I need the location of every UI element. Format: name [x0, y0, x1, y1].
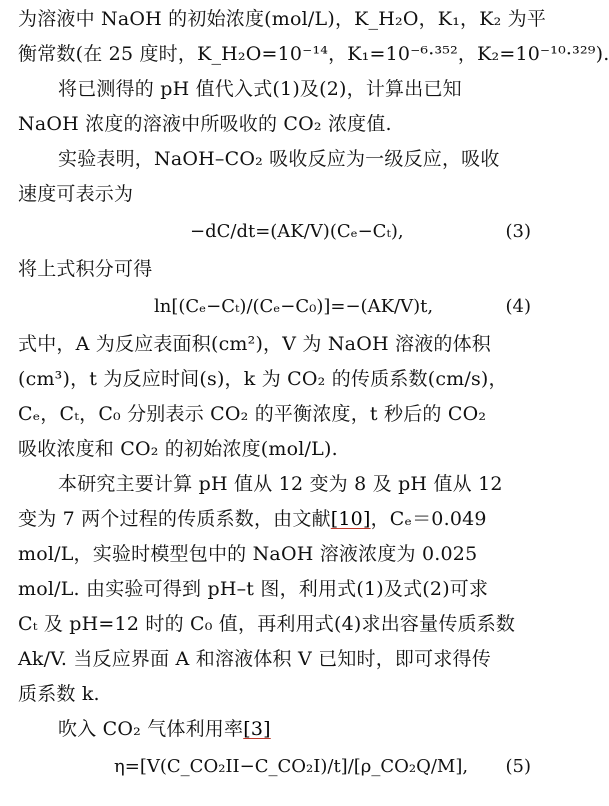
text-line: Cₑ，Cₜ，C₀ 分别表示 CO₂ 的平衡浓度，t 秒后的 CO₂: [18, 403, 487, 425]
text-line: 将上式积分可得: [18, 258, 153, 280]
equation-5-number: (5): [505, 756, 531, 777]
citation-link[interactable]: [10]: [330, 508, 371, 530]
paragraph-start: [18, 712, 543, 747]
text-line: 速度可表示为: [18, 183, 134, 205]
equation-5-expression: η=[V(C_CO₂II−C_CO₂I)/t]/[ρ_CO₂Q/M],: [114, 756, 469, 777]
text-line: 质系数 k.: [18, 683, 100, 705]
text-line: NaOH 浓度的溶液中所吸收的 CO₂ 浓度值.: [18, 113, 392, 135]
text-span: ，Cₑ＝0.049: [370, 508, 487, 530]
text-line: 为溶液中 NaOH 的初始浓度(mol/L)，K_H₂O，K₁，K₂ 为平: [18, 8, 547, 30]
text-line: [18, 502, 543, 537]
text-line: mol/L. 由实验可得到 pH–t 图，利用式(1)及式(2)可求: [18, 578, 489, 600]
equation-4-expression: ln[(Cₑ−Cₜ)/(Cₑ−C₀)]=−(AK/V)t,: [154, 296, 434, 317]
citation-link[interactable]: [3]: [243, 718, 271, 740]
text-line: 式中，A 为反应表面积(cm²)，V 为 NaOH 溶液的体积: [18, 333, 491, 355]
paragraph-start: 实验表明，NaOH–CO₂ 吸收反应为一级反应，吸收: [58, 148, 500, 170]
paragraph-start: 本研究主要计算 pH 值从 12 变为 8 及 pH 值从 12: [58, 473, 503, 495]
equation-4: [18, 287, 543, 327]
equation-3: [18, 212, 543, 252]
text-span: 吹入 CO₂ 气体利用率: [58, 718, 244, 740]
text-line: 吸收浓度和 CO₂ 的初始浓度(mol/L).: [18, 438, 338, 460]
text-line: Cₜ 及 pH=12 时的 C₀ 值，再利用式(4)求出容量传质系数: [18, 613, 516, 635]
text-span: 变为 7 两个过程的传质系数，由文献: [18, 508, 331, 530]
text-line: 衡常数(在 25 度时，K_H₂O=10⁻¹⁴，K₁=10⁻⁶·³⁵²，K₂=10⁻¹⁰·³²⁹).: [18, 43, 609, 65]
paragraph-start: 将已测得的 pH 值代入式(1)及(2)，计算出已知: [58, 78, 462, 100]
text-line: Ak/V. 当反应界面 A 和溶液体积 V 已知时，即可求得传: [18, 648, 491, 670]
text-line: (cm³)，t 为反应时间(s)，k 为 CO₂ 的传质系数(cm/s)，: [18, 368, 508, 390]
equation-5: [18, 747, 543, 787]
equation-3-expression: −dC/dt=(AK/V)(Cₑ−Cₜ),: [190, 221, 404, 242]
text-line: mol/L，实验时模型包中的 NaOH 溶液浓度为 0.025: [18, 543, 478, 565]
equation-3-number: (3): [505, 221, 531, 242]
equation-4-number: (4): [505, 296, 531, 317]
